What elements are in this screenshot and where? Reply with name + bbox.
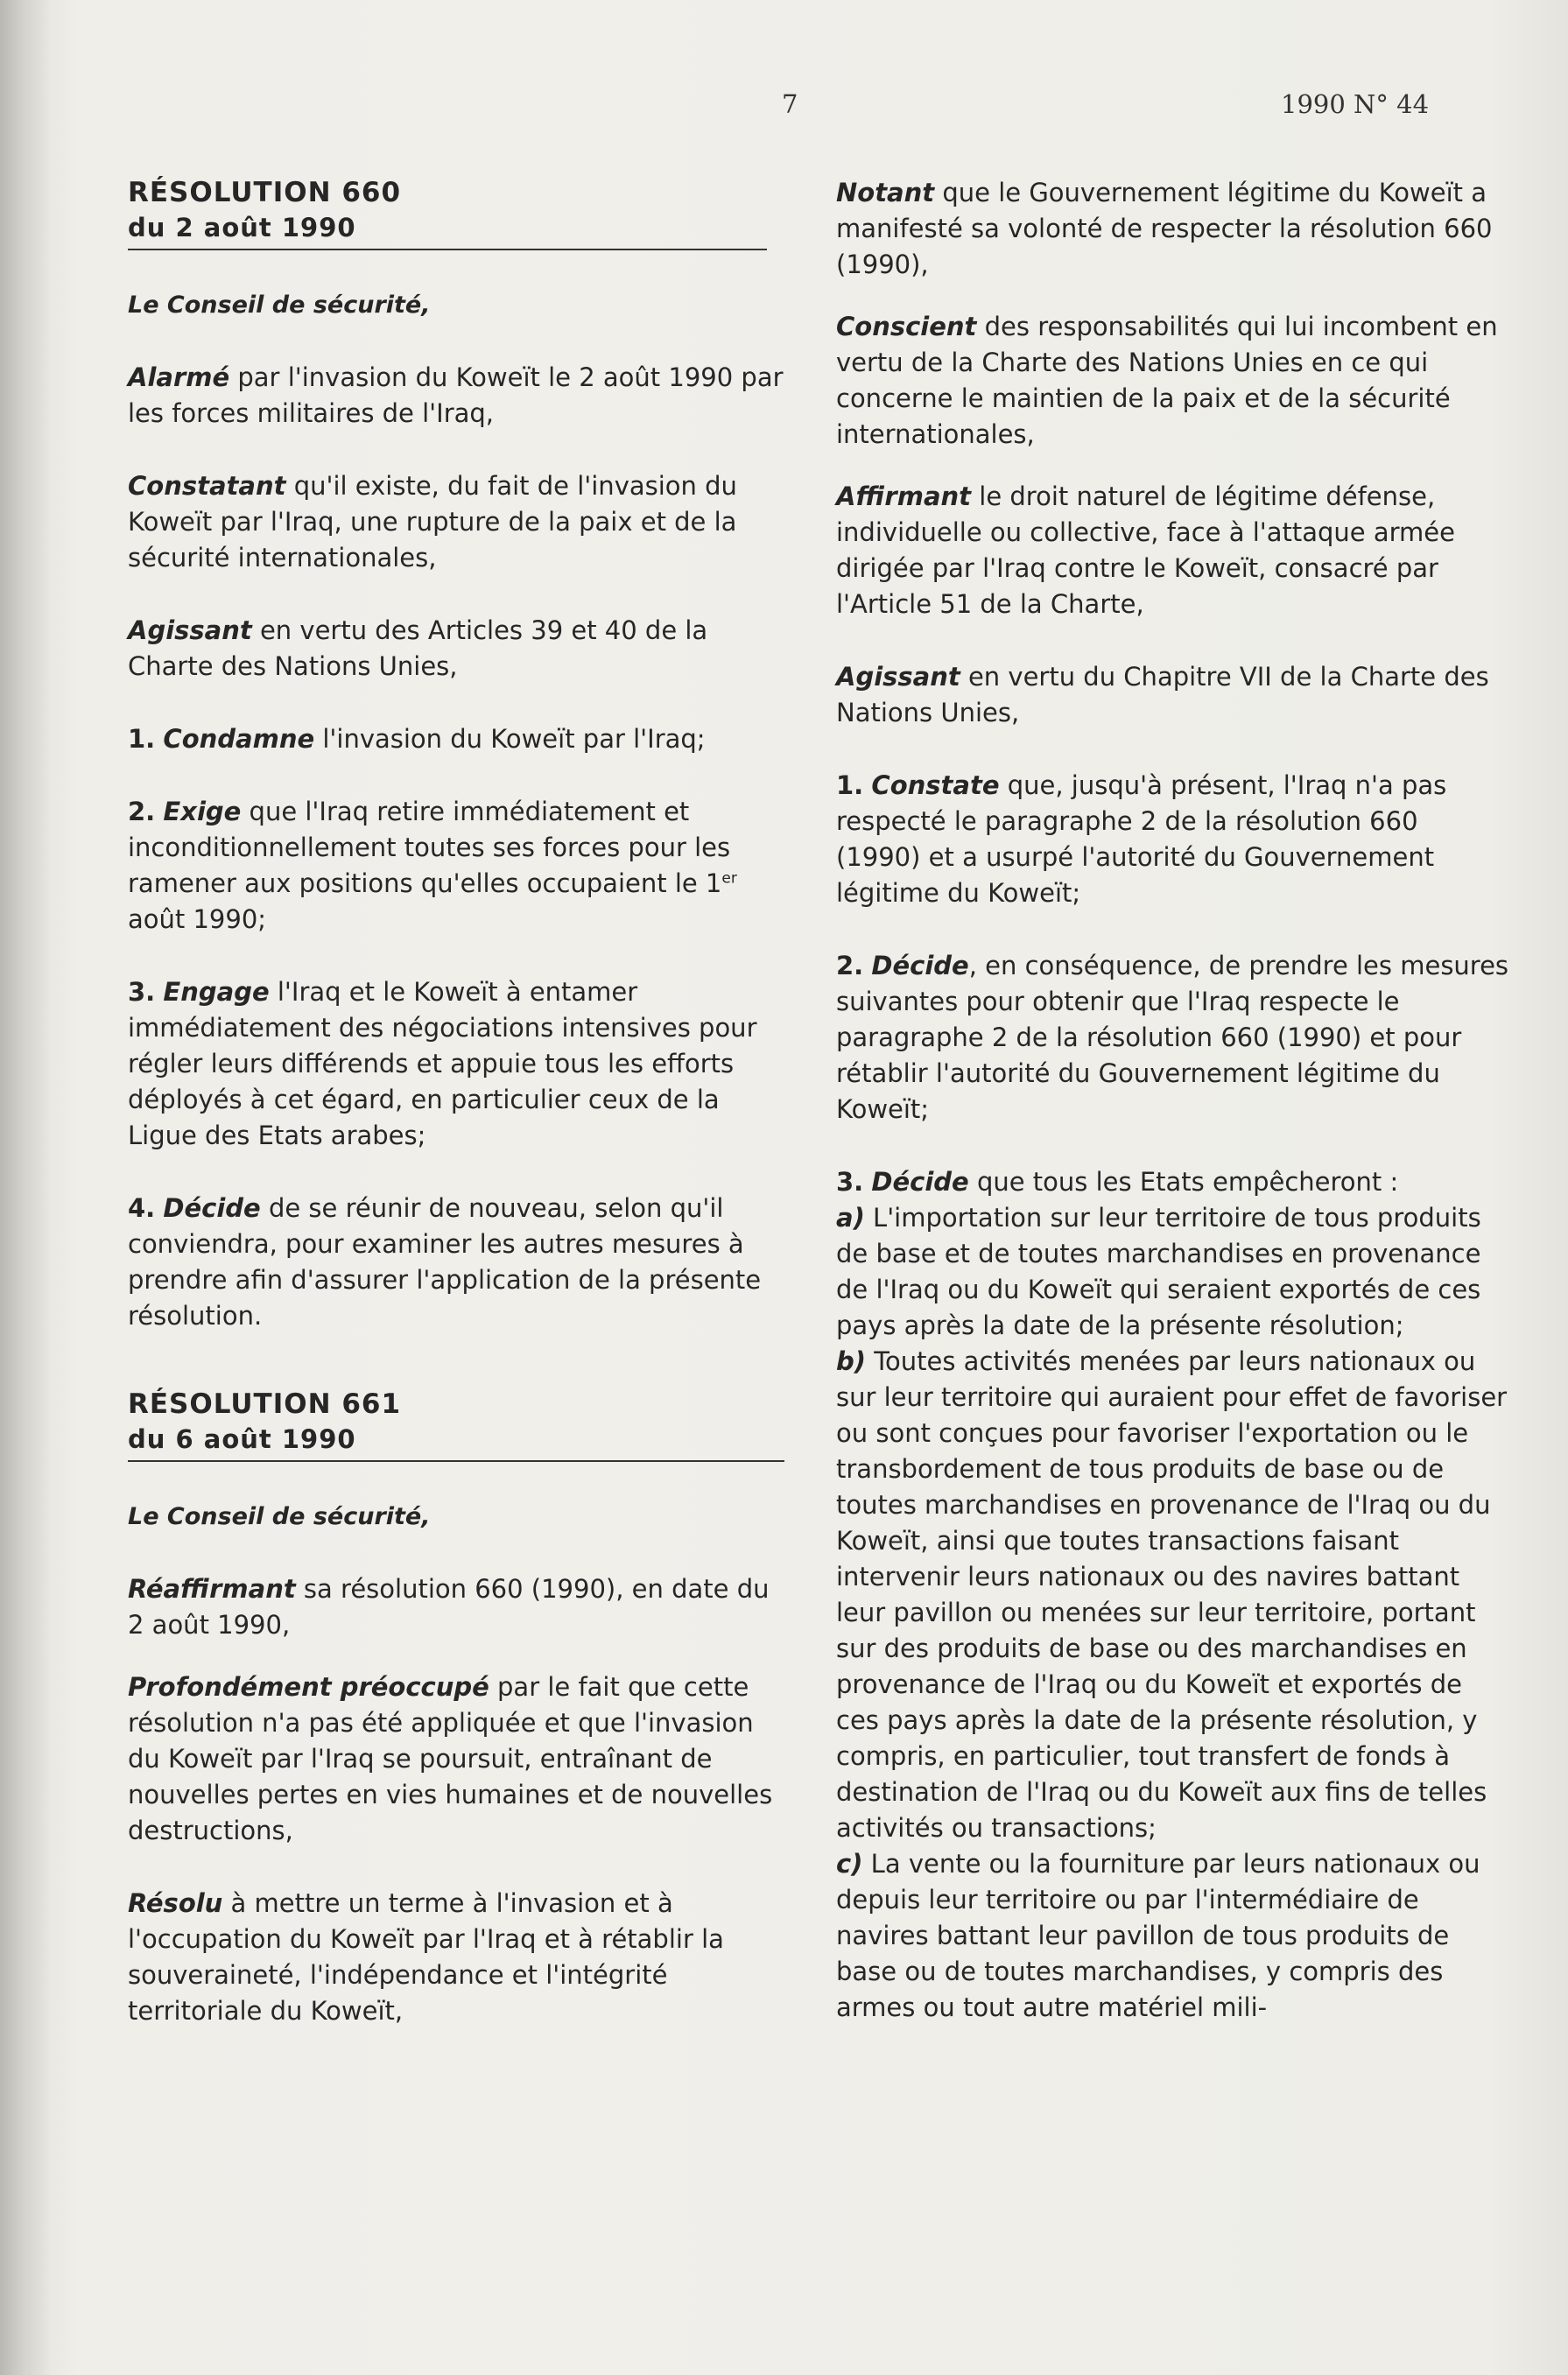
preamble-paragraph [128,1571,793,1643]
paragraph-keyword: Notant [836,178,935,207]
resolution-661 [128,1387,793,2029]
preamble-paragraph [128,360,793,432]
item-text: La vente ou la fourniture par leurs nationaux ou depuis leur territoire ou par l'intermédiaire de navires battant leur pavillon de tous produits de base ou de toutes marchandises, y compris des armes ou tout autre matériel mili- [836,1849,1480,2022]
paragraph-text: l'Iraq et le Koweït à entamer immédiatement des négociations intensives pour régler leurs différends et appuie tous les efforts déployés à cet égard, en particulier ceux de la Ligue des Etats arabes; [128,977,757,1150]
paragraph-text: que tous les Etats empêcheront : [968,1167,1399,1197]
page-number: 7 [782,89,798,119]
preamble-paragraph [128,468,793,576]
issue-reference: 1990 N° 44 [1281,89,1430,119]
paragraph-keyword: Constatant [128,471,286,501]
resolution-date: du 2 août 1990 [128,213,356,242]
paragraph-text: par l'invasion du Koweït le 2 août 1990 par les forces militaires de l'Iraq, [128,362,784,428]
paragraph-keyword: Constate [871,770,1000,800]
paragraph-text: en vertu du Chapitre VII de la Charte des Nations Unies, [836,662,1489,727]
paragraph-text: que, jusqu'à présent, l'Iraq n'a pas respecté le paragraphe 2 de la résolution 660 (1990) et a usurpé l'autorité du Gouvernement légitime du Koweït; [836,770,1447,908]
operative-paragraph [836,1164,1510,1200]
resolution-660 [128,175,793,1334]
paragraph-text: en vertu des Articles 39 et 40 de la Charte des Nations Unies, [128,615,708,681]
paragraph-number: 2. [128,797,156,826]
council-preamble: Le Conseil de sécurité, [128,292,431,319]
paragraph-text: que le Gouvernement légitime du Koweït a manifesté sa volonté de respecter la résolution 660 (1990), [836,178,1493,279]
left-column [128,175,793,2029]
operative-paragraph [128,1191,793,1334]
preamble-paragraph [128,613,793,685]
paragraph-text: par le fait que cette résolution n'a pas été appliquée et que l'invasion du Koweït par l'Iraq se poursuit, entraînant de nouvelles pertes en vies humaines et de nouvelles destructions, [128,1672,773,1845]
paragraph-keyword: Décide [871,1167,969,1197]
item-label: a) [836,1203,865,1233]
sub-item [836,1344,1510,1846]
preamble-paragraph [836,175,1510,283]
operative-paragraph [836,948,1510,1128]
operative-paragraph [128,794,793,938]
paragraph-keyword: Engage [163,977,270,1007]
item-text: Toutes activités menées par leurs nationaux ou sur leur territoire qui auraient pour effet de favoriser ou sont conçues pour favoriser l'exportation ou le transbordement de tous produits de base ou de toutes marchandises en provenance de l'Iraq ou du Koweït, ainsi que toutes transactions faisant intervenir leurs nationaux ou des navires battant leur pavillon ou menées sur leur territoire, portant sur des produits de base ou des marchandises en provenance de l'Iraq ou du Koweït et exportés de ces pays après la date de la présente résolution, y compris, en particulier, tout transfert de fonds à destination de l'Iraq ou du Koweït aux fins de telles activités ou transactions; [836,1346,1508,1843]
paragraph-text: , en conséquence, de prendre les mesures suivantes pour obtenir que l'Iraq respecte le paragraphe 2 de la résolution 660 (1990) et pour rétablir l'autorité du Gouvernement légitime du Koweït; [836,951,1509,1124]
paragraph-keyword: Profondément préoccupé [128,1672,489,1702]
preamble-paragraph [128,1886,793,2029]
running-head [0,89,1568,124]
operative-paragraph [128,721,793,757]
item-text: L'importation sur leur territoire de tous produits de base et de toutes marchandises en provenance de l'Iraq ou du Koweït qui seraient exportés de ces pays après la date de la présente résolution; [836,1203,1481,1340]
paragraph-number: 2. [836,951,864,980]
paragraph-keyword: Alarmé [128,362,230,392]
item-label: c) [836,1849,863,1879]
paragraph-number: 1. [128,724,156,754]
sub-item [836,1846,1510,2026]
paragraph-text: que l'Iraq retire immédiatement et inconditionnellement toutes ses forces pour les ramener aux positions qu'elles occupaient le 1 [128,797,731,898]
paragraph-keyword: Décide [163,1193,261,1223]
preamble-paragraph [836,479,1510,622]
paragraph-keyword: Réaffirmant [128,1574,296,1604]
paragraph-text: à mettre un terme à l'invasion et à l'occupation du Koweït par l'Iraq et à rétablir la souveraineté, l'indépendance et l'intégrité territoriale du Koweït, [128,1888,724,2026]
paragraph-keyword: Résolu [128,1888,223,1918]
paragraph-keyword: Affirmant [836,481,972,511]
preamble-paragraph [836,659,1510,731]
resolution-title: RÉSOLUTION 661 [128,1388,402,1420]
resolution-title: RÉSOLUTION 660 [128,177,402,208]
paragraph-text: sa résolution 660 (1990), en date du 2 août 1990, [128,1574,770,1640]
superscript: er [721,869,737,888]
paragraph-text-after: août 1990; [128,904,267,934]
paragraph-keyword: Agissant [128,615,252,645]
operative-paragraph [836,768,1510,911]
paragraph-text: de se réunir de nouveau, selon qu'il conviendra, pour examiner les autres mesures à prendre afin d'assurer l'application de la présente résolution. [128,1193,762,1331]
council-preamble: Le Conseil de sécurité, [128,1503,431,1530]
right-column [836,175,1510,2026]
paragraph-number: 3. [836,1167,864,1197]
paragraph-keyword: Agissant [836,662,960,692]
resolution-date: du 6 août 1990 [128,1424,356,1454]
paragraph-keyword: Condamne [163,724,315,754]
paragraph-text: l'invasion du Koweït par l'Iraq; [314,724,706,754]
title-rule [128,249,767,250]
paragraph-text: des responsabilités qui lui incombent en vertu de la Charte des Nations Unies en ce qui concerne le maintien de la paix et de la sécurité internationales, [836,312,1498,449]
sub-item [836,1200,1510,1344]
preamble-paragraph [836,309,1510,453]
item-label: b) [836,1346,867,1376]
preamble-paragraph [128,1669,793,1849]
paragraph-keyword: Décide [871,951,969,980]
paragraph-keyword: Exige [163,797,242,826]
paragraph-text: le droit naturel de légitime défense, individuelle ou collective, face à l'attaque armée dirigée par l'Iraq contre le Koweït, consacré par l'Article 51 de la Charte, [836,481,1455,619]
page-spine-shadow [0,0,51,2375]
paragraph-number: 3. [128,977,156,1007]
paragraph-keyword: Conscient [836,312,977,341]
paragraph-number: 1. [836,770,864,800]
operative-paragraph [128,974,793,1154]
paragraph-number: 4. [128,1193,156,1223]
paragraph-text: qu'il existe, du fait de l'invasion du Koweït par l'Iraq, une rupture de la paix et de la sécurité internationales, [128,471,737,573]
title-rule [128,1460,784,1462]
